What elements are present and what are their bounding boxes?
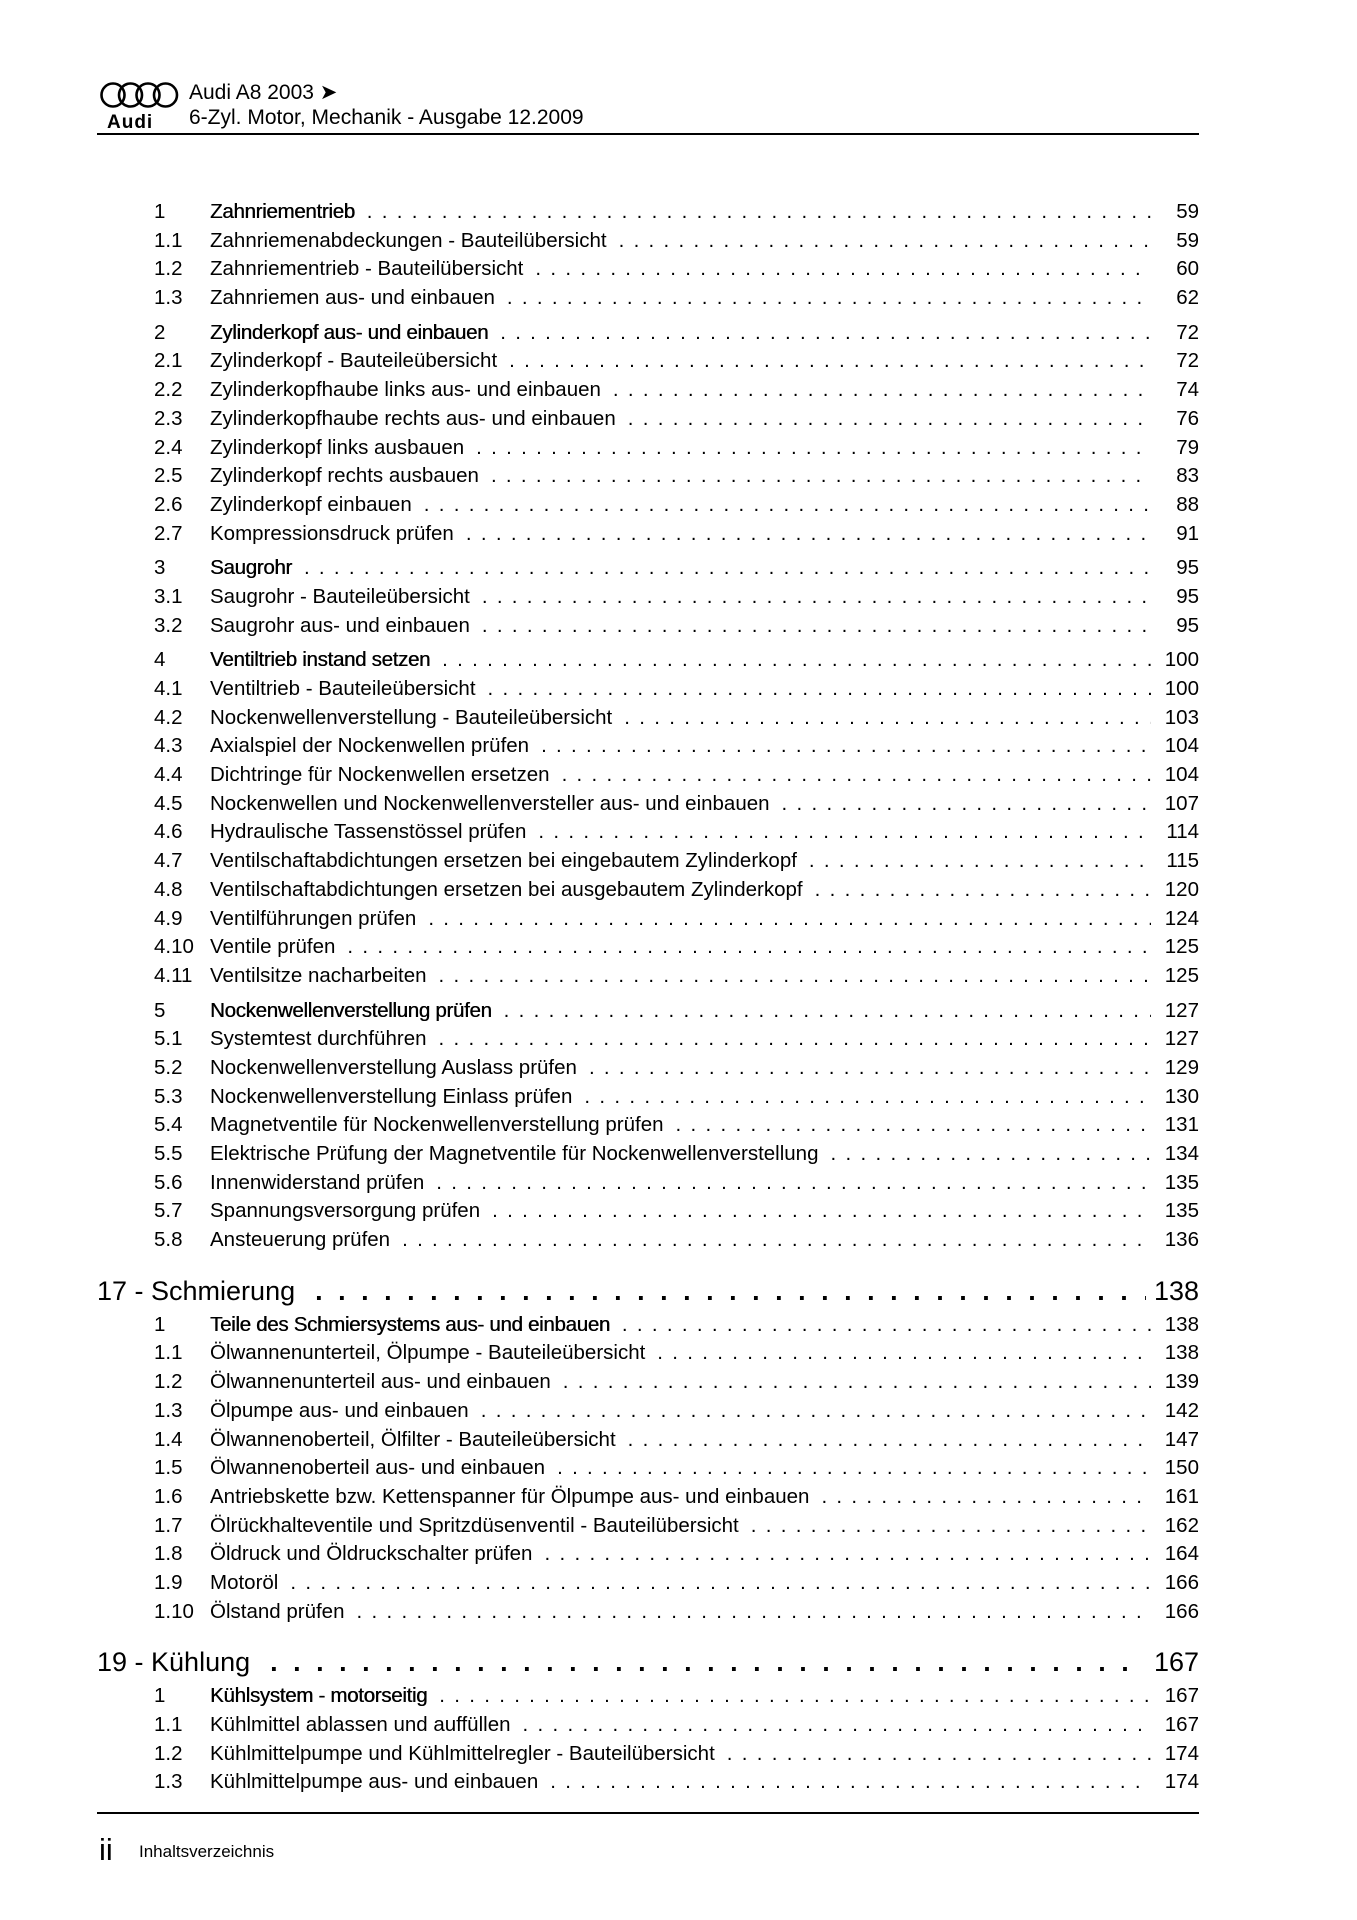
toc-entry[interactable] [97, 818, 1199, 847]
entry-title: Nockenwellenverstellung Einlass prüfen [210, 1084, 573, 1108]
entry-page: 127 [1164, 1027, 1199, 1051]
entry-page: 100 [1164, 648, 1199, 672]
toc-entry[interactable] [97, 646, 1199, 675]
toc-entry[interactable] [97, 1111, 1199, 1140]
entry-number: 5.2 [154, 1055, 183, 1079]
dot-leader [830, 1140, 1151, 1169]
toc-entry[interactable] [97, 1569, 1199, 1598]
toc-entry[interactable] [97, 1682, 1199, 1711]
entry-title: Ölrückhalteventile und Spritzdüsenventil - Bauteilübersicht [210, 1513, 739, 1537]
entry-title: Ölwannenoberteil, Ölfilter - Bauteileübersicht [210, 1427, 616, 1451]
entry-title: Ventilschaftabdichtungen ersetzen bei ausgebautem Zylinderkopf [210, 877, 803, 901]
toc-entry[interactable] [97, 790, 1199, 819]
entry-title: Ölwannenoberteil aus- und einbauen [210, 1456, 546, 1480]
dot-leader [504, 997, 1151, 1026]
dot-leader [557, 1454, 1151, 1483]
entry-number: 4.8 [154, 877, 183, 901]
entry-page: 103 [1164, 705, 1199, 729]
entry-title: Teile des Schmiersystems aus- und einbauen [210, 1312, 610, 1336]
toc-entry[interactable] [97, 761, 1199, 790]
entry-number: 1.8 [154, 1542, 183, 1566]
entry-page: 142 [1164, 1398, 1199, 1422]
entry-title: Ventilführungen prüfen [210, 906, 417, 930]
entry-number: 1.1 [154, 1713, 183, 1736]
entry-number: 4.3 [154, 734, 183, 758]
entry-number: 2.7 [154, 521, 183, 545]
entry-page: 131 [1164, 1113, 1199, 1137]
toc-entry[interactable] [97, 255, 1199, 284]
entry-number: 1.10 [154, 1599, 194, 1623]
dot-leader [589, 1054, 1151, 1083]
entry-title: Ventiltrieb - Bauteileübersicht [210, 677, 476, 700]
entry-number: 1.6 [154, 1484, 183, 1508]
toc-entry[interactable] [97, 491, 1199, 520]
entry-title: Ventilsitze nacharbeiten [210, 963, 427, 987]
entry-title: Ölwannenunterteil, Ölpumpe - Bauteileübersicht [210, 1341, 646, 1365]
entry-title: Kühlmittel ablassen und auffüllen [210, 1713, 511, 1736]
dot-leader [492, 1197, 1151, 1226]
entry-page: 88 [1176, 492, 1199, 516]
dot-leader [815, 876, 1151, 905]
entry-page: 91 [1176, 521, 1199, 545]
entry-page: 124 [1164, 906, 1199, 930]
audi-rings-logo [99, 80, 181, 110]
entry-page: 104 [1164, 734, 1199, 758]
dot-leader [424, 491, 1151, 520]
entry-title: Zylinderkopf rechts ausbauen [210, 464, 479, 488]
entry-number: 5.1 [154, 1027, 183, 1051]
footer-label: Inhaltsverzeichnis [139, 1842, 275, 1861]
entry-number: 4.1 [154, 677, 183, 700]
toc-entry[interactable] [97, 405, 1199, 434]
entry-number: 4 [154, 648, 166, 672]
dot-leader [509, 347, 1151, 376]
entry-number: 1 [154, 1312, 166, 1336]
entry-title: Zylinderkopfhaube rechts aus- und einbauen [210, 406, 616, 430]
entry-title: Axialspiel der Nockenwellen prüfen [210, 734, 530, 758]
entry-page: 174 [1164, 1741, 1199, 1765]
toc-entry[interactable] [97, 1454, 1199, 1483]
toc-entry[interactable] [97, 962, 1199, 991]
dot-leader [356, 1598, 1151, 1627]
entry-page: 167 [1164, 1684, 1199, 1708]
dot-leader [481, 1397, 1151, 1426]
entry-page: 147 [1164, 1427, 1199, 1451]
toc-entry[interactable] [97, 1483, 1199, 1512]
entry-page: 136 [1164, 1228, 1199, 1252]
entry-page: 166 [1164, 1570, 1199, 1594]
entry-title: Saugrohr [210, 556, 292, 580]
entry-page: 139 [1164, 1370, 1199, 1394]
entry-page: 138 [1164, 1341, 1199, 1365]
entry-title: Magnetventile für Nockenwellenverstellung prüfen [210, 1113, 664, 1137]
toc-entry[interactable] [97, 347, 1199, 376]
toc-entry[interactable] [97, 612, 1199, 641]
dot-leader [442, 646, 1151, 675]
entry-page: 125 [1164, 963, 1199, 987]
footer-rule [97, 1812, 1199, 1814]
entry-page: 127 [1164, 998, 1199, 1022]
toc-entry[interactable] [97, 905, 1199, 934]
entry-title: Systemtest durchführen [210, 1027, 427, 1051]
entry-page: 79 [1176, 435, 1199, 459]
entry-title: Öldruck und Öldruckschalter prüfen [210, 1542, 533, 1566]
entry-title: Dichtringe für Nockenwellen ersetzen [210, 763, 550, 787]
entry-number: 2.1 [154, 349, 183, 373]
entry-number: 4.5 [154, 791, 183, 815]
entry-number: 2.4 [154, 435, 183, 459]
dot-leader [347, 933, 1151, 962]
entry-page: 150 [1164, 1456, 1199, 1480]
dot-leader [751, 1512, 1151, 1541]
entry-page: 161 [1164, 1484, 1199, 1508]
dot-leader [821, 1483, 1151, 1512]
entry-page: 115 [1166, 849, 1199, 873]
toc-entry[interactable] [97, 1140, 1199, 1169]
dot-leader [613, 376, 1151, 405]
entry-title: Kühlmittelpumpe aus- und einbauen [210, 1770, 539, 1794]
toc-entry[interactable] [97, 284, 1199, 313]
dot-leader [563, 1368, 1151, 1397]
toc-entry[interactable] [97, 704, 1199, 733]
entry-number: 1.5 [154, 1456, 183, 1480]
entry-number: 1.2 [154, 1370, 183, 1394]
toc-entry[interactable] [97, 1054, 1199, 1083]
dot-leader [628, 1426, 1151, 1455]
dot-leader [782, 790, 1151, 819]
entry-number: 1.2 [154, 1741, 183, 1765]
entry-title: Antriebskette bzw. Kettenspanner für Ölpumpe aus- und einbauen [210, 1484, 810, 1508]
dot-leader [315, 1271, 1146, 1311]
dot-leader [535, 255, 1151, 284]
entry-number: 1 [154, 200, 166, 223]
dot-leader [657, 1339, 1151, 1368]
dot-leader [476, 434, 1151, 463]
dot-leader [500, 319, 1151, 348]
entry-number: 5.8 [154, 1228, 183, 1252]
dot-leader [538, 818, 1151, 847]
audi-brand-text: Audi [107, 112, 154, 133]
toc-chapter-heading[interactable] [97, 1642, 1199, 1682]
entry-page: 120 [1164, 877, 1199, 901]
entry-number: 2 [154, 320, 166, 344]
dot-leader [439, 962, 1151, 991]
dot-leader [270, 1642, 1146, 1682]
toc-entry[interactable] [97, 1339, 1199, 1368]
entry-number: 3 [154, 556, 166, 580]
toc-entry[interactable] [97, 732, 1199, 761]
toc-entry[interactable] [97, 462, 1199, 491]
dot-leader [304, 554, 1151, 583]
entry-number: 4.10 [154, 935, 194, 959]
entry-page: 74 [1176, 378, 1199, 402]
entry-page: 135 [1164, 1170, 1199, 1194]
entry-title: Zylinderkopf einbauen [210, 492, 412, 516]
entry-number: 1.3 [154, 1398, 183, 1422]
entry-page: 114 [1166, 820, 1199, 844]
entry-title: Nockenwellenverstellung prüfen [210, 998, 492, 1022]
dot-leader [290, 1569, 1151, 1598]
entry-number: 1.3 [154, 1770, 183, 1794]
dot-leader [628, 405, 1151, 434]
toc-entry[interactable] [97, 1740, 1199, 1769]
entry-title: Nockenwellenverstellung Auslass prüfen [210, 1055, 577, 1079]
entry-page: 134 [1164, 1142, 1199, 1165]
toc-entry[interactable] [97, 1426, 1199, 1455]
page-header [97, 78, 1199, 134]
toc-entry[interactable] [97, 933, 1199, 962]
dot-leader [584, 1083, 1151, 1112]
entry-page: 167 [1164, 1713, 1199, 1736]
entry-page: 162 [1164, 1513, 1199, 1537]
entry-number: 3.1 [154, 584, 183, 608]
toc-entry[interactable] [97, 1226, 1199, 1255]
chapter-title: 19 - Kühlung [97, 1647, 251, 1678]
entry-page: 72 [1176, 320, 1199, 344]
toc-entry[interactable] [97, 1025, 1199, 1054]
dot-leader [428, 905, 1151, 934]
entry-number: 1.7 [154, 1513, 183, 1537]
dot-leader [809, 847, 1151, 876]
entry-number: 5.5 [154, 1142, 183, 1165]
entry-title: Zahnriementrieb [210, 200, 355, 223]
toc-entry[interactable] [97, 1311, 1199, 1340]
toc-entry[interactable] [97, 997, 1199, 1026]
toc-entry[interactable] [97, 1540, 1199, 1569]
toc-entry[interactable] [97, 1711, 1199, 1740]
entry-number: 1 [154, 1684, 166, 1708]
entry-title: Zahnriemen aus- und einbauen [210, 286, 495, 310]
entry-title: Elektrische Prüfung der Magnetventile für Nockenwellenverstellung [210, 1142, 819, 1165]
entry-title: Innenwiderstand prüfen [210, 1170, 425, 1194]
entry-title: Saugrohr aus- und einbauen [210, 613, 470, 637]
entry-page: 100 [1164, 677, 1199, 700]
entry-title: Zylinderkopf aus- und einbauen [210, 320, 489, 344]
toc-entry[interactable] [97, 1768, 1199, 1797]
document-title: Audi A8 2003 ➤ [189, 81, 338, 104]
entry-title: Saugrohr - Bauteileübersicht [210, 584, 470, 608]
toc-entry[interactable] [97, 583, 1199, 612]
entry-page: 95 [1176, 556, 1199, 580]
table-of-contents [97, 198, 1199, 1797]
document-subtitle: 6-Zyl. Motor, Mechanik - Ausgabe 12.2009 [189, 106, 584, 129]
dot-leader [541, 732, 1151, 761]
entry-title: Kühlsystem - motorseitig [210, 1684, 428, 1708]
entry-title: Ölwannenunterteil aus- und einbauen [210, 1370, 551, 1394]
entry-page: 60 [1176, 257, 1199, 281]
entry-page: 104 [1164, 763, 1199, 787]
entry-title: Nockenwellen und Nockenwellenversteller aus- und einbauen [210, 791, 770, 815]
entry-number: 2.5 [154, 464, 183, 488]
entry-title: Zahnriementrieb - Bauteilübersicht [210, 257, 524, 281]
footer-page-number: ii [99, 1832, 113, 1867]
entry-page: 125 [1164, 935, 1199, 959]
toc-entry[interactable] [97, 554, 1199, 583]
dot-leader [436, 1169, 1151, 1198]
entry-title: Ventiltrieb instand setzen [210, 648, 431, 672]
dot-leader [550, 1768, 1151, 1797]
entry-number: 2.6 [154, 492, 183, 516]
entry-number: 1.1 [154, 228, 183, 252]
toc-entry[interactable] [97, 876, 1199, 905]
entry-page: 164 [1164, 1542, 1199, 1566]
dot-leader [624, 704, 1151, 733]
entry-title: Zylinderkopf links ausbauen [210, 435, 465, 459]
toc-entry[interactable] [97, 847, 1199, 876]
toc-entry[interactable] [97, 1368, 1199, 1397]
chapter-page: 167 [1153, 1647, 1199, 1678]
toc-entry[interactable] [97, 376, 1199, 405]
toc-chapter-heading[interactable] [97, 1271, 1199, 1311]
entry-number: 5.7 [154, 1199, 183, 1223]
entry-number: 2.2 [154, 378, 183, 402]
dot-leader [507, 284, 1151, 313]
dot-leader [523, 1711, 1152, 1740]
entry-title: Zylinderkopfhaube links aus- und einbauen [210, 378, 601, 402]
entry-title: Nockenwellenverstellung - Bauteileübersicht [210, 705, 613, 729]
dot-leader [622, 1311, 1151, 1340]
entry-title: Ventilschaftabdichtungen ersetzen bei eingebautem Zylinderkopf [210, 849, 797, 873]
entry-number: 4.4 [154, 763, 183, 787]
entry-number: 5.4 [154, 1113, 183, 1137]
entry-page: 107 [1164, 791, 1199, 815]
toc-entry[interactable] [97, 1397, 1199, 1426]
entry-page: 138 [1164, 1312, 1199, 1336]
entry-title: Ölpumpe aus- und einbauen [210, 1398, 469, 1422]
entry-page: 62 [1176, 286, 1199, 310]
dot-leader [439, 1682, 1151, 1711]
entry-title: Spannungsversorgung prüfen [210, 1199, 481, 1223]
dot-leader [676, 1111, 1151, 1140]
entry-number: 1.4 [154, 1427, 183, 1451]
entry-number: 5 [154, 998, 166, 1022]
entry-title: Motoröl [210, 1570, 279, 1594]
entry-title: Zylinderkopf - Bauteileübersicht [210, 349, 498, 373]
dot-leader [491, 462, 1151, 491]
entry-title: Kompressionsdruck prüfen [210, 521, 454, 545]
entry-number: 4.9 [154, 906, 183, 930]
entry-page: 95 [1176, 613, 1199, 637]
toc-entry[interactable] [97, 1197, 1199, 1226]
toc-entry[interactable] [97, 198, 1199, 227]
chapter-title: 17 - Schmierung [97, 1275, 296, 1306]
toc-entry[interactable] [97, 1598, 1199, 1627]
dot-leader [562, 761, 1151, 790]
entry-number: 2.3 [154, 406, 183, 430]
entry-page: 129 [1164, 1055, 1199, 1079]
entry-number: 5.3 [154, 1084, 183, 1108]
toc-entry[interactable] [97, 1169, 1199, 1198]
entry-page: 174 [1164, 1770, 1199, 1794]
dot-leader [544, 1540, 1151, 1569]
toc-entry[interactable] [97, 675, 1199, 704]
toc-entry[interactable] [97, 319, 1199, 348]
entry-page: 135 [1164, 1199, 1199, 1223]
entry-title: Ansteuerung prüfen [210, 1228, 391, 1252]
entry-page: 166 [1164, 1599, 1199, 1623]
entry-number: 5.6 [154, 1170, 183, 1194]
entry-number: 1.1 [154, 1341, 183, 1365]
entry-number: 3.2 [154, 613, 183, 637]
dot-leader [402, 1226, 1151, 1255]
entry-number: 4.6 [154, 820, 183, 844]
dot-leader [482, 612, 1151, 641]
toc-entry[interactable] [97, 1512, 1199, 1541]
entry-page: 95 [1176, 584, 1199, 608]
toc-entry[interactable] [97, 434, 1199, 463]
dot-leader [488, 675, 1151, 704]
entry-page: 83 [1176, 464, 1199, 488]
header-rule [97, 133, 1199, 135]
toc-entry[interactable] [97, 1083, 1199, 1112]
entry-title: Zahnriemenabdeckungen - Bauteilübersicht [210, 228, 607, 252]
entry-page: 72 [1176, 349, 1199, 373]
entry-number: 1.3 [154, 286, 183, 310]
dot-leader [367, 198, 1151, 227]
entry-page: 130 [1164, 1084, 1199, 1108]
entry-number: 4.7 [154, 849, 183, 873]
entry-number: 4.2 [154, 705, 183, 729]
dot-leader [727, 1740, 1151, 1769]
entry-page: 59 [1176, 228, 1199, 252]
toc-entry[interactable] [97, 227, 1199, 256]
entry-number: 4.11 [154, 963, 193, 987]
toc-entry[interactable] [97, 520, 1199, 549]
entry-title: Kühlmittelpumpe und Kühlmittelregler - Bauteilübersicht [210, 1741, 715, 1765]
dot-leader [439, 1025, 1152, 1054]
chapter-page: 138 [1153, 1275, 1199, 1306]
entry-page: 76 [1176, 406, 1199, 430]
entry-number: 1.2 [154, 257, 183, 281]
entry-page: 59 [1176, 200, 1199, 223]
dot-leader [619, 227, 1151, 256]
entry-title: Ölstand prüfen [210, 1599, 345, 1623]
entry-number: 1.9 [154, 1570, 183, 1594]
dot-leader [466, 520, 1151, 549]
entry-title: Ventile prüfen [210, 935, 336, 959]
entry-title: Hydraulische Tassenstössel prüfen [210, 820, 527, 844]
dot-leader [482, 583, 1151, 612]
